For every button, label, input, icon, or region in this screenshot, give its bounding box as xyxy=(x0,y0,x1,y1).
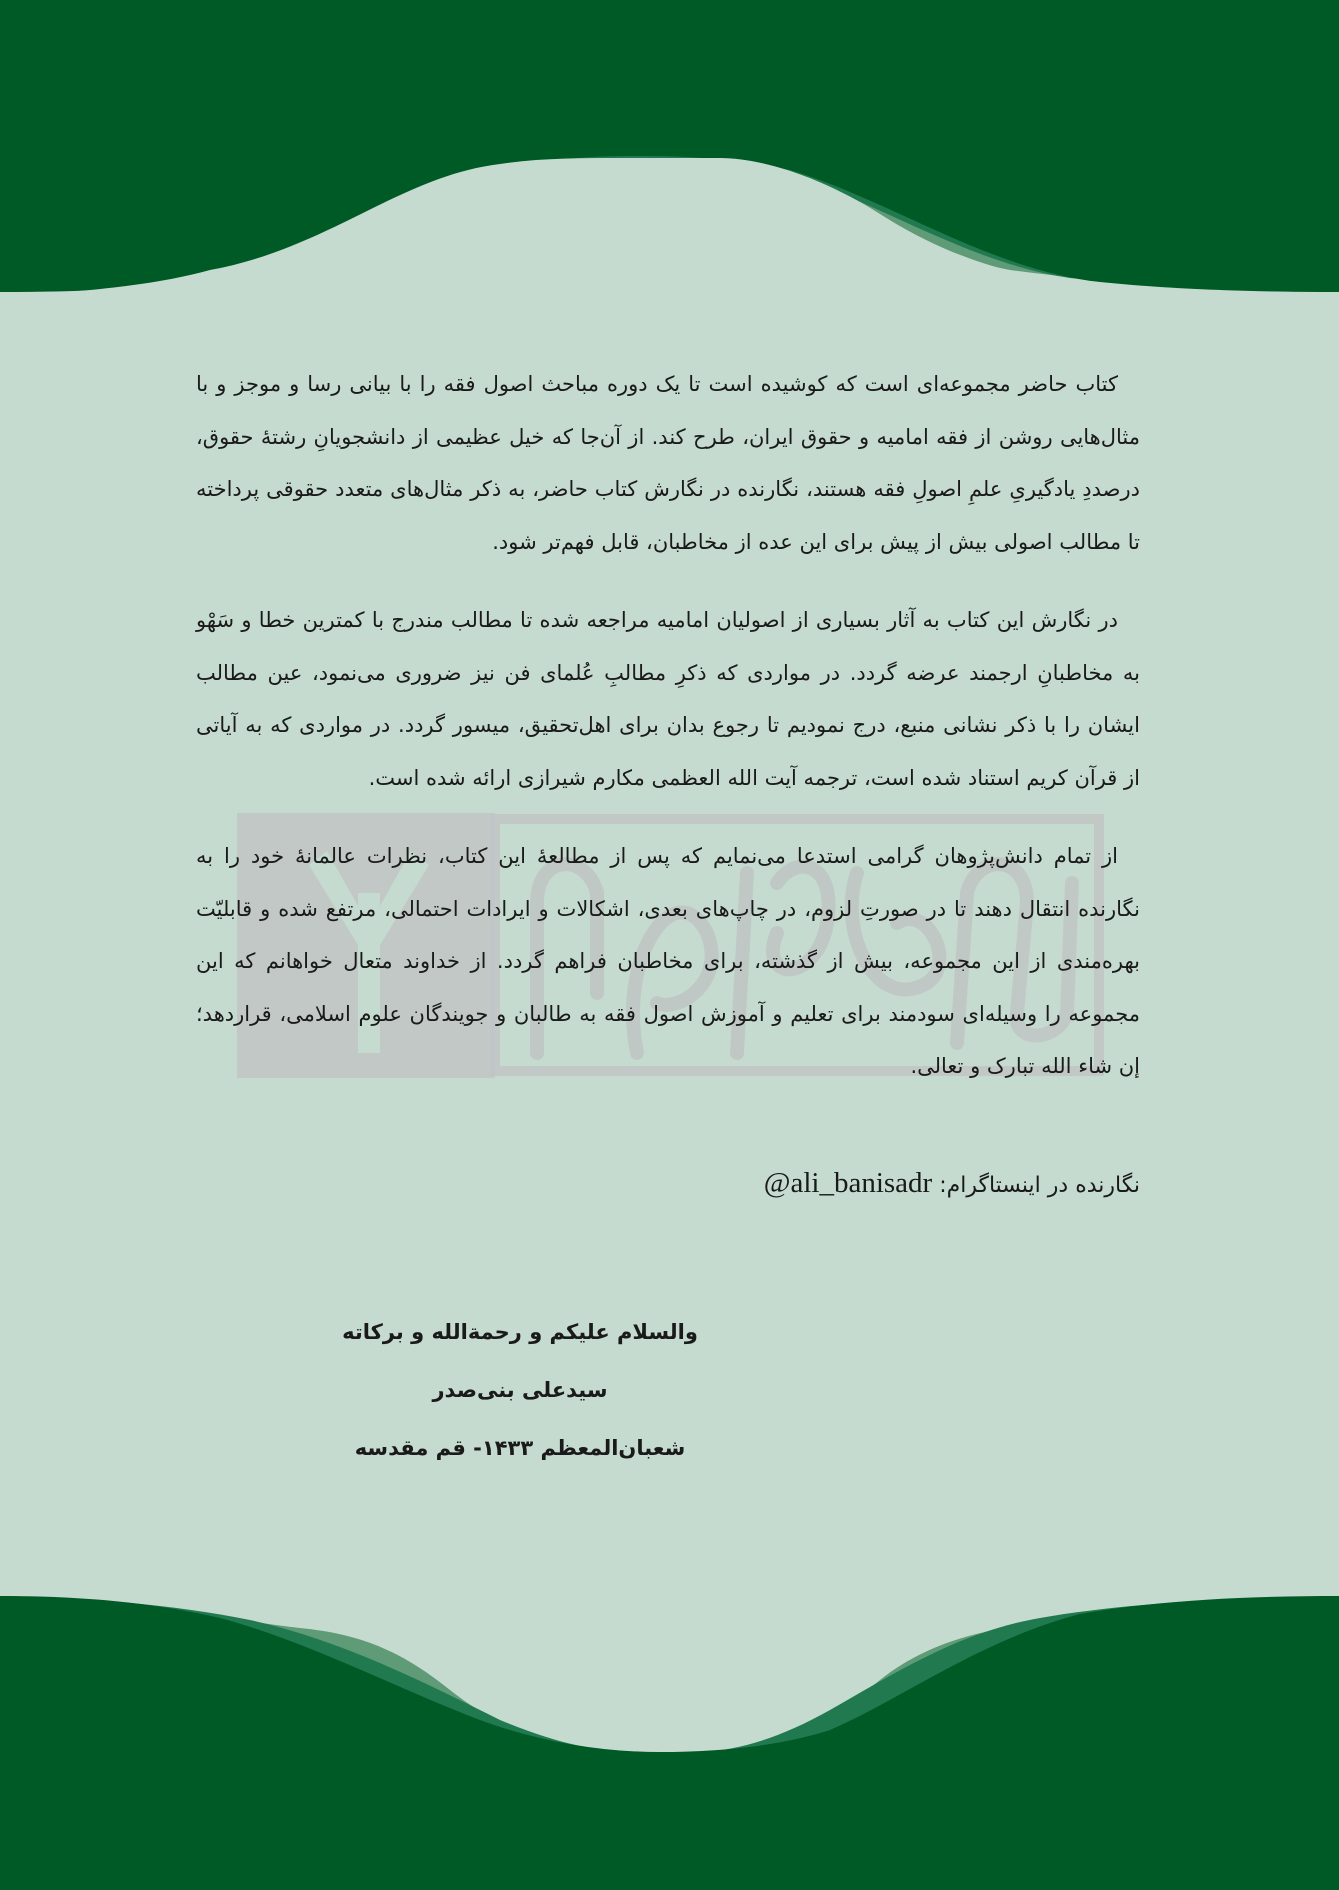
author-name: سیدعلی بنی‌صدر xyxy=(432,1378,608,1402)
closing-salutation: والسلام علیکم و رحمةالله و برکاته xyxy=(342,1320,698,1344)
paragraph-request: از تمام دانش‌پژوهان گرامی استدعا می‌نمایم که پس از مطالعۀ این کتاب، نظرات عالمانۀ خود را به نگارنده انتقال دهند تا در صورتِ لزوم، در چاپ‌های بعدی، اشکالات و ایرادات احتمالی، مرتفع شده و قابلیّت بهره‌مندی از این مجموعه، بیش از گذشته، برای مخاطبان فراهم گردد. از خداوند متعال خواهانم که این مجموعه را وسیله‌ای سودمند برای تعلیم و آموزش اصول فقه به طالبان و جویندگان علوم اسلامی، قراردهد؛ إن شاء الله تبارک و تعالی. xyxy=(196,844,1140,1078)
top-wave-decoration xyxy=(0,0,1339,300)
instagram-handle: @ali_banisadr xyxy=(763,1167,933,1199)
date-place: شعبان‌المعظم ۱۴۳۳- قم مقدسه xyxy=(354,1436,686,1460)
paragraph-sources: در نگارش این کتاب به آثار بسیاری از اصولیان امامیه مراجعه شده تا مطالب مندرج با کمترین خطا و سَهْو به مخاطبانِ ارجمند عرضه گردد. در مواردی که ذکرِ مطالبِ عُلمای فن نیز ضروری می‌نمود، عین مطالب ایشان را با ذکر نشانی منبع، درج نمودیم تا رجوع بدان برای اهل‌تحقیق، میسور گردد. در مواردی که به آیاتی از قرآن کریم استناد شده است، ترجمه آیت الله العظمی مکارم شیرازی ارائه شده است. xyxy=(196,608,1140,790)
paragraph-intro: کتاب حاضر مجموعه‌ای است که کوشیده است تا یک دوره مباحث اصول فقه را با بیانی رسا و موجز و با مثال‌هایی روشن از فقه امامیه و حقوق ایران، طرح کند. از آن‌جا که خیل عظیمی از دانشجویانِ رشتۀ حقوق، درصددِ یادگیریِ علمِ اصولِ فقه هستند، نگارنده در نگارش کتاب حاضر، به ذکر مثال‌های متعدد حقوقی پرداخته تا مطالب اصولی بیش از پیش برای این عده از مخاطبان، قابل فهم‌تر شود. xyxy=(196,372,1140,554)
bottom-wave-dark xyxy=(0,1596,1339,1890)
bottom-wave-decoration xyxy=(0,1580,1339,1890)
instagram-line xyxy=(764,1167,1140,1200)
closing-block xyxy=(330,1303,710,1477)
instagram-label: نگارنده در اینستاگرام: xyxy=(939,1173,1140,1198)
document-body xyxy=(196,358,1140,1119)
